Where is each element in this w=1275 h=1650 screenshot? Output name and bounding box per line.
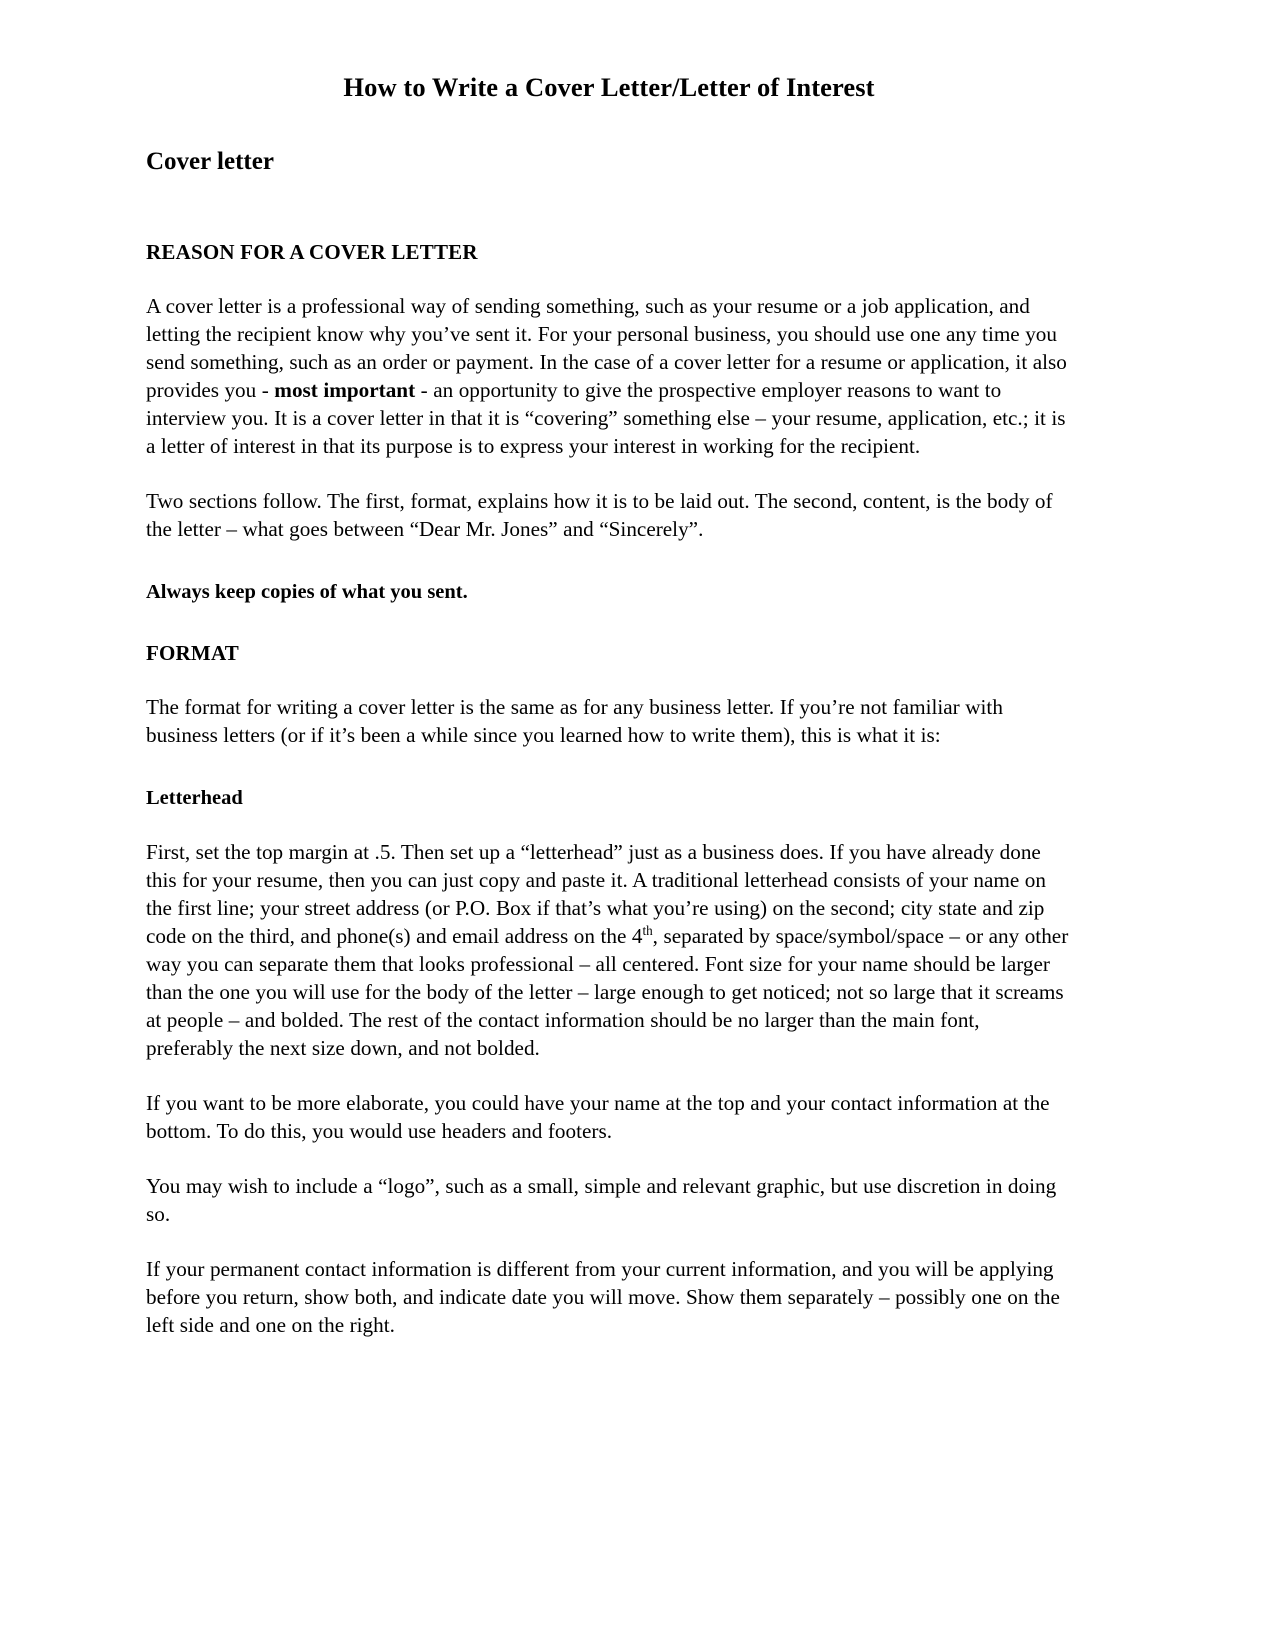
- reason-emphasis-most-important: most important: [274, 378, 416, 402]
- reason-text-part2: - an opportunity to give the prospective employer reasons to want to interview you. It is a cover letter in that it is “covering” something else – your resume, application, etc.; it is a letter of interest in that its purpose is to express your interest in working for the recipient.: [146, 378, 1066, 458]
- reason-text-part1: A cover letter is a professional way of sending something, such as your resume or a job application, and letting the recipient know why you’ve sent it. For your personal business, you should use one any time you send something, such as an order or payment. In the case of a cover letter for a resume or application, it also provides you -: [146, 294, 1067, 402]
- page-title: How to Write a Cover Letter/Letter of Interest: [343, 72, 875, 102]
- section-heading-cover-letter: Cover letter: [146, 147, 274, 175]
- paragraph-permanent-contact: If your permanent contact information is different from your current information, and you will be applying before you return, show both, and indicate date you will move. Show them separately – possibly one on the left side and one on the right.: [146, 1257, 1060, 1338]
- paragraph-format-body: The format for writing a cover letter is the same as for any business letter. If you’re not familiar with business letters (or if it’s been a while since you learned how to write them), this is what it is:: [146, 694, 1003, 747]
- heading-reason-for-a-cover-letter: REASON FOR A COVER LETTER: [146, 239, 478, 264]
- paragraph-logo: You may wish to include a “logo”, such as a small, simple and relevant graphic, but use discretion in doing so.: [146, 1174, 1057, 1227]
- heading-format: FORMAT: [146, 640, 239, 665]
- paragraph-elaborate: If you want to be more elaborate, you could have your name at the top and your contact information at the bottom. To do this, you would use headers and footers.: [146, 1091, 1050, 1144]
- letterhead-text-part1: First, set the top margin at .5. Then set up a “letterhead” just as a business does. If you have already done this for your resume, then you can just copy and paste it. A traditional letterhead consists of your name on the first line; your street address (or P.O. Box if that’s what you’re using) on the second; city state and zip code on the third, and phone(s) and email address on the 4: [146, 840, 1046, 949]
- ordinal-superscript-th: th: [642, 923, 653, 939]
- letterhead-text-part2: , separated by space/symbol/space – or any other way you can separate them that looks professional – all centered. Font size for your name should be larger than the one you will use for the body of the letter – large enough to get noticed; not so large that it screams at people – and bolded. The rest of the contact information should be no larger than the main font, preferably the next size down, and not bolded.: [146, 924, 1069, 1061]
- heading-always-keep-copies: Always keep copies of what you sent.: [146, 580, 468, 603]
- heading-letterhead: Letterhead: [146, 786, 243, 809]
- paragraph-reason-body: [146, 265, 1072, 461]
- paragraph-two-sections: Two sections follow. The first, format, explains how it is to be laid out. The second, content, is the body of the letter – what goes between “Dear Mr. Jones” and “Sincerely”.: [146, 488, 1053, 541]
- paragraph-letterhead-body: [146, 811, 1072, 1063]
- document-content: [146, 0, 1072, 1340]
